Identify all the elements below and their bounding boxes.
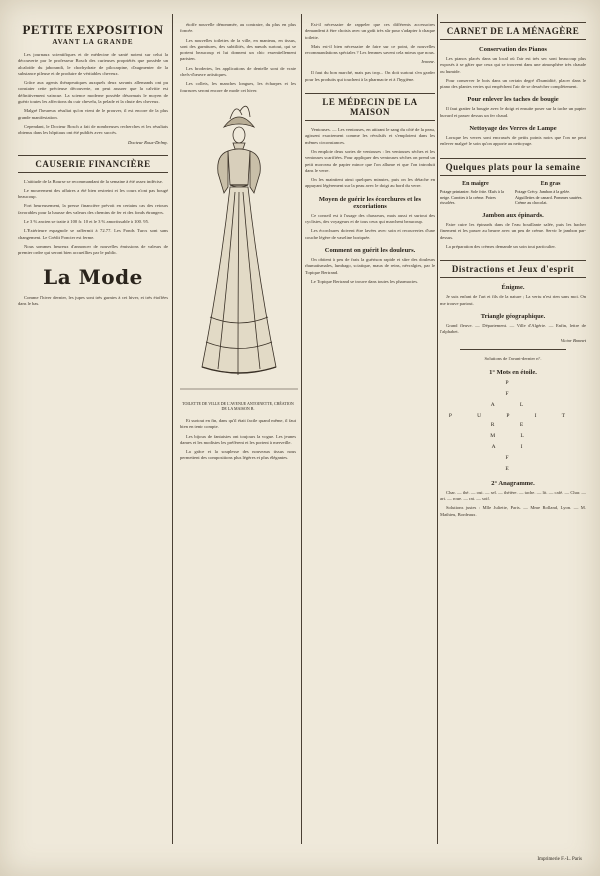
subhead-enigme: Énigme. [501,284,525,292]
paragraph: Les journaux scientifiques et de médecine de santé notent sur celui la découverte par le professeur Bosch des curieuses propriétés que possède un alcaloïde du jaborandi, le chorhydrate de pilocarpine, d'augmenter de la substance pileuse et de produire de véritables cheveux. [18,52,168,76]
menu-header: En maigre [462,180,489,187]
acrostic-line: P U P I T R E [448,412,578,428]
paragraph: L'Extérieure espagnole se raffermit à 72.77. Les Fonds Turcs sont sans changement. Le Crédit Foncier est ferme. [18,228,168,240]
acrostic-line: E [505,465,521,472]
paragraph: Comme l'hiver dernier, les jupes sont très garnies à cet hiver, et très étoffées dans le bas. [18,294,168,306]
section-title-causerie: CAUSERIE FINANCIÈRE [18,155,168,173]
subhead-verres: Nettoyage des Verres de Lampe [469,125,557,133]
paragraph: Solutions justes : Mlle Juliette, Paris. — Mme Rolland, Lyon. — M. Mathieu, Bordeaux. [440,505,586,517]
section-title-distractions: Distractions et Jeux d'esprit [440,260,586,278]
menu-header: En gras [540,180,561,187]
paragraph: Cependant, le Docteur Bosch a fait de nombreuses recherches et les résultats obtenus dans les hôpitaux ont été publiés avec succès. [18,123,168,136]
subhead-triangle: Triangle géographique. [480,312,546,320]
column-rule [172,14,173,844]
paragraph: Les pianos placés dans un local où l'air est très sec sont beaucoup plus exposés à se gâter que ceux qui se trouvent dans une atmosphère très chaude ou humide. [440,56,586,74]
paragraph: Pour conserver le bois dans un certain degré d'humidité, placer dans le piano des plantes vertes qui empêchent l'air de se dessécher complètement. [440,77,586,90]
paragraph: Faire cuire les épinards dans de l'eau bouillante salée, puis les hacher finement et les passer au beurre avec un peu de crème. Servir le jambon par-dessus. [440,222,586,240]
column-4 [440,22,586,842]
paragraph: Les broderies, les applications de dentelle sont de vraie chefs-d'œuvre artistiques. [180,65,296,78]
signature: Docteur Roux-Delmy. [127,139,168,145]
subhead-ecorchures: Moyen de guérir les écorchures et les excoriations [318,195,422,210]
signature: Victor Bonnet [560,338,586,344]
fashion-illustration [180,97,298,397]
paragraph: Le 3 % ancien se traite à 100 fr. 10 et le 3 % amortissable à 100. 95. [24,219,150,225]
paragraph: Mais est-il bien nécessaire de faire sur ce point, de nouvelles recommandations spéciales ? Les femmes savent cela mieux que nous. [305,43,435,56]
paragraph: Et surtout en fin, dans qu'il était facile quand même, il faut bien en tenir compte. [180,417,296,430]
menu-items: Potage printanier. Sole frite. Œufs à la neige. Carottes à la crème. Poires rissolées. [440,189,504,206]
paragraph: On les maintient ainsi quelques minutes, puis on les détache en appuyant légèrement sur la peau avec le doigt au bord du verre. [305,177,435,189]
paragraph: Il faut gratter la bougie avec le doigt et ensuite poser sur la tache un papier buvard et passer dessus un fer chaud. [440,106,586,118]
paragraph: On obtient à peu de frais la guérison rapide et sûre des douleurs rhumatismales, lumbago, sciatique, maux de reins, névralgies, par le Topique Bertrand. [305,256,435,275]
paragraph: Malgré l'heureux résultat qu'on vient de le prouver, il est encore de la plus grande manifestation. [18,108,168,120]
article-subtitle: AVANT LA GRANDE [52,38,134,46]
printer-footer: Imprimerie F.-L. Paris [537,857,582,862]
menu-items: Potage Crécy. Jambon à la gelée. Aiguillettes de canard. Pommes sautées. Crème au chocolat. [515,189,583,206]
illustration-caption: TOILETTE DE VILLE DE L'AVENUE ANTOINETTE, CRÉATION DE LA MAISON B. [182,400,294,412]
paragraph: Les écorchures doivent être lavées avec soin et recouvertes d'une couche légère de vaseline boriquée. [305,228,435,240]
paragraph: Est-il nécessaire de rappeler que ces différents accessoires demandent à être choisis avec un goût très sûr pour s'adapter à chaque toilette. [305,22,435,40]
paragraph: Les bijoux de fantaisies ont toujours la vogue. Les jeunes dames et les modistes les préfèrent et les portent à merveille. [180,433,296,445]
acrostic-line: F [505,390,521,397]
acrostic-line: P [505,379,521,386]
acrostic-line: F [505,454,521,461]
article-title-exposition: PETITE EXPOSITION [22,22,164,37]
paragraph: Je suis enfant de l'art et fils de la nature ; La vertu n'est rien sans moi. On me trouve partout. [440,294,586,306]
column-3 [305,22,435,842]
menu-gras [515,182,586,206]
divider [460,349,566,350]
acrostic-grid [440,379,586,474]
section-title-medecin: LE MÉDECIN DE LA MAISON [305,93,435,121]
paragraph: Nous sommes heureux d'annoncer de nouvelles émissions de valeurs de premier ordre qui seront bien accueillies par le public. [18,243,168,256]
menu-table [440,182,586,206]
paragraph: Lorsque les verres sont encrassés de petits points noirs que l'on ne peut enlever malgré le soin qu'on apporte au nettoyage. [440,135,586,147]
subhead-mots-etoile: 1° Mots en étoile. [489,368,537,376]
paragraph: Grâce aux agents thérapeutiques auxquels deux savants allemands ont pu constater cette précieuse découverte, on peut assurer que la calvitie est définitivement vaincue. La science moderne possède désormais le moyen de guérir toutes les affections du cuir chevelu, la pelade et la chute des cheveux. [18,80,168,105]
signature: Ivonne. [421,59,435,65]
column-rule [301,14,302,844]
paragraph: Il faut du bon marché, mais pas trop... On doit surtout s'en garder pour les produits qui touchent à la pharmacie et à l'hygiène. [305,70,435,82]
la-mode-logo: La Mode [43,264,143,289]
paragraph: Les collets, les manches longues, les écharpes et les fourrures seront encore de mode cet hiver. [180,81,296,93]
column-1 [18,22,168,842]
acrostic-line: M L [490,432,536,439]
subhead-douleurs: Comment on guérit les douleurs. [324,246,416,254]
paragraph: Fort heureusement, la presse financière prévoit en certains cas des retours favorables pour la hausse des valeurs des chemins de fer et des fonds étrangers. [18,203,168,215]
section-title-menagere: CARNET DE LA MÉNAGÈRE [440,22,586,40]
subhead-anagramme: 2° Anagramme. [491,479,535,487]
woman-dress-icon [180,97,298,397]
paragraph: Char. — thé. — oui. — sel. — théière. — tache. — lit. — café. — Char. — art. — roue. — rat. — soif. [440,489,586,502]
paragraph: Solutions de l'avant-dernier n°. [484,356,542,362]
column-rule [437,14,438,844]
menu-maigre [440,182,511,206]
paragraph: Le Topique Bertrand se trouve dans toutes les pharmacies. [311,278,419,284]
acrostic-line: A L [490,401,536,408]
paragraph: Ce conseil est à l'usage des chasseurs, mais aussi et surtout des cyclistes, des voyageurs et de tous ceux qui marchent beaucoup. [305,212,435,225]
subhead-bougie: Pour enlever les taches de bougie [467,96,559,104]
paragraph: La grâce et la souplesse des nouveaux tissus nous permettent des compositions plus légères et plus élégantes. [180,449,296,461]
section-title-plats: Quelques plats pour la semaine [440,158,586,176]
paragraph: L'attitude de la Bourse se recommandant de la semaine à été assez indécise. [24,178,163,184]
paragraph: La préparation des crèmes demande un soin tout particulier. [446,243,556,249]
paragraph: Ventouses. — Les ventouses, en attirant le sang du côté de la peau, agissent exactement comme les révulsifs et s'emploient dans les mêmes circonstances. [305,127,435,145]
paragraph: Grand fleuve. — Département. — Ville d'Algérie. — Enfin, lettre de l'alphabet. [440,322,586,335]
paragraph: Le mouvement des affaires a été bien restreint et les cours n'ont pas bougé beaucoup. [18,187,168,200]
column-2 [180,22,298,842]
subhead-pianos: Conservation des Pianos [479,46,547,53]
paragraph: étoffe nouvelle dénommée, au contraire, du plus en plus foncée. [180,22,296,34]
subhead-jambon: Jambon aux épinards. [482,212,544,220]
paragraph: On emploie deux sortes de ventouses : les ventouses sèches et les ventouses scarifiées. Pour appliquer des ventouses sèches on prend un petit morceau de papier mince que l'on allume et que l'on introduit dans le verre. [305,148,435,173]
acrostic-line: A I [491,443,535,450]
paragraph: Les nouvelles toilettes de la ville, en manteau, en tissus, sont des garnitures, des subtilités, des nœuds surtout, qui se portent beaucoup et lui donnent un chic essentiellement parisien. [180,37,296,62]
